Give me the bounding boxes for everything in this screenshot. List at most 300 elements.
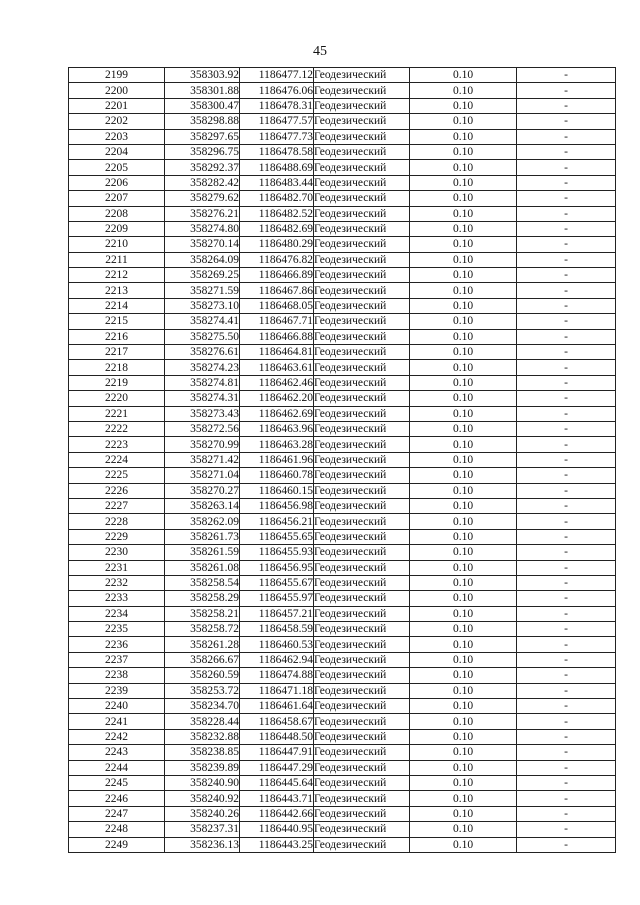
table-row [69, 160, 616, 175]
method-cell: Геодезический [314, 144, 410, 159]
method-cell: Геодезический [314, 160, 410, 175]
table-row [69, 252, 616, 267]
table-row [69, 545, 616, 560]
y-coordinate-cell: 1186462.20 [240, 391, 314, 406]
method-cell: Геодезический [314, 806, 410, 821]
point-number-cell: 2234 [69, 606, 165, 621]
note-cell: - [517, 806, 616, 821]
x-coordinate-cell: 358270.99 [165, 437, 240, 452]
method-cell: Геодезический [314, 822, 410, 837]
y-coordinate-cell: 1186448.50 [240, 729, 314, 744]
y-coordinate-cell: 1186468.05 [240, 298, 314, 313]
note-cell: - [517, 468, 616, 483]
note-cell: - [517, 283, 616, 298]
table-row [69, 837, 616, 852]
note-cell: - [517, 160, 616, 175]
point-number-cell: 2206 [69, 175, 165, 190]
point-number-cell: 2209 [69, 221, 165, 236]
y-coordinate-cell: 1186482.69 [240, 221, 314, 236]
y-coordinate-cell: 1186462.69 [240, 406, 314, 421]
table-row [69, 68, 616, 83]
table-row [69, 421, 616, 436]
method-cell: Геодезический [314, 668, 410, 683]
method-cell: Геодезический [314, 514, 410, 529]
method-cell: Геодезический [314, 760, 410, 775]
accuracy-cell: 0.10 [410, 391, 517, 406]
accuracy-cell: 0.10 [410, 144, 517, 159]
method-cell: Геодезический [314, 606, 410, 621]
x-coordinate-cell: 358262.09 [165, 514, 240, 529]
y-coordinate-cell: 1186456.21 [240, 514, 314, 529]
note-cell: - [517, 652, 616, 667]
table-row [69, 221, 616, 236]
point-number-cell: 2225 [69, 468, 165, 483]
x-coordinate-cell: 358271.04 [165, 468, 240, 483]
note-cell: - [517, 575, 616, 590]
point-number-cell: 2236 [69, 637, 165, 652]
y-coordinate-cell: 1186463.96 [240, 421, 314, 436]
x-coordinate-cell: 358279.62 [165, 191, 240, 206]
point-number-cell: 2242 [69, 729, 165, 744]
accuracy-cell: 0.10 [410, 252, 517, 267]
x-coordinate-cell: 358266.67 [165, 652, 240, 667]
point-number-cell: 2220 [69, 391, 165, 406]
note-cell: - [517, 360, 616, 375]
table-row [69, 268, 616, 283]
method-cell: Геодезический [314, 114, 410, 129]
x-coordinate-cell: 358258.29 [165, 591, 240, 606]
method-cell: Геодезический [314, 252, 410, 267]
table-row [69, 406, 616, 421]
y-coordinate-cell: 1186447.91 [240, 745, 314, 760]
x-coordinate-cell: 358276.21 [165, 206, 240, 221]
method-cell: Геодезический [314, 298, 410, 313]
method-cell: Геодезический [314, 452, 410, 467]
y-coordinate-cell: 1186458.59 [240, 622, 314, 637]
x-coordinate-cell: 358264.09 [165, 252, 240, 267]
y-coordinate-cell: 1186460.53 [240, 637, 314, 652]
accuracy-cell: 0.10 [410, 329, 517, 344]
method-cell: Геодезический [314, 314, 410, 329]
x-coordinate-cell: 358269.25 [165, 268, 240, 283]
note-cell: - [517, 437, 616, 452]
x-coordinate-cell: 358298.88 [165, 114, 240, 129]
note-cell: - [517, 668, 616, 683]
y-coordinate-cell: 1186460.15 [240, 483, 314, 498]
table-row [69, 668, 616, 683]
accuracy-cell: 0.10 [410, 268, 517, 283]
x-coordinate-cell: 358253.72 [165, 683, 240, 698]
y-coordinate-cell: 1186440.95 [240, 822, 314, 837]
table-row [69, 591, 616, 606]
note-cell: - [517, 591, 616, 606]
method-cell: Геодезический [314, 714, 410, 729]
x-coordinate-cell: 358270.14 [165, 237, 240, 252]
note-cell: - [517, 191, 616, 206]
y-coordinate-cell: 1186471.18 [240, 683, 314, 698]
point-number-cell: 2235 [69, 622, 165, 637]
x-coordinate-cell: 358240.26 [165, 806, 240, 821]
x-coordinate-cell: 358271.59 [165, 283, 240, 298]
note-cell: - [517, 206, 616, 221]
x-coordinate-cell: 358273.43 [165, 406, 240, 421]
accuracy-cell: 0.10 [410, 68, 517, 83]
point-number-cell: 2201 [69, 98, 165, 113]
accuracy-cell: 0.10 [410, 375, 517, 390]
accuracy-cell: 0.10 [410, 468, 517, 483]
accuracy-cell: 0.10 [410, 775, 517, 790]
point-number-cell: 2200 [69, 83, 165, 98]
point-number-cell: 2210 [69, 237, 165, 252]
accuracy-cell: 0.10 [410, 98, 517, 113]
note-cell: - [517, 68, 616, 83]
table-row [69, 575, 616, 590]
note-cell: - [517, 406, 616, 421]
note-cell: - [517, 252, 616, 267]
point-number-cell: 2214 [69, 298, 165, 313]
accuracy-cell: 0.10 [410, 345, 517, 360]
y-coordinate-cell: 1186488.69 [240, 160, 314, 175]
table-row [69, 191, 616, 206]
y-coordinate-cell: 1186463.61 [240, 360, 314, 375]
note-cell: - [517, 268, 616, 283]
y-coordinate-cell: 1186466.88 [240, 329, 314, 344]
x-coordinate-cell: 358297.65 [165, 129, 240, 144]
point-number-cell: 2231 [69, 560, 165, 575]
y-coordinate-cell: 1186456.98 [240, 498, 314, 513]
accuracy-cell: 0.10 [410, 221, 517, 236]
table-row [69, 760, 616, 775]
x-coordinate-cell: 358274.41 [165, 314, 240, 329]
point-number-cell: 2219 [69, 375, 165, 390]
note-cell: - [517, 129, 616, 144]
point-number-cell: 2217 [69, 345, 165, 360]
method-cell: Геодезический [314, 545, 410, 560]
table-row [69, 637, 616, 652]
point-number-cell: 2245 [69, 775, 165, 790]
accuracy-cell: 0.10 [410, 206, 517, 221]
page-number: 45 [313, 44, 327, 59]
accuracy-cell: 0.10 [410, 683, 517, 698]
method-cell: Геодезический [314, 360, 410, 375]
method-cell: Геодезический [314, 683, 410, 698]
point-number-cell: 2230 [69, 545, 165, 560]
y-coordinate-cell: 1186478.58 [240, 144, 314, 159]
accuracy-cell: 0.10 [410, 175, 517, 190]
table-row [69, 560, 616, 575]
table-row [69, 298, 616, 313]
x-coordinate-cell: 358236.13 [165, 837, 240, 852]
point-number-cell: 2223 [69, 437, 165, 452]
x-coordinate-cell: 358274.31 [165, 391, 240, 406]
y-coordinate-cell: 1186482.52 [240, 206, 314, 221]
y-coordinate-cell: 1186461.64 [240, 699, 314, 714]
note-cell: - [517, 483, 616, 498]
method-cell: Геодезический [314, 175, 410, 190]
table-row [69, 345, 616, 360]
y-coordinate-cell: 1186483.44 [240, 175, 314, 190]
accuracy-cell: 0.10 [410, 806, 517, 821]
x-coordinate-cell: 358261.08 [165, 560, 240, 575]
table-row [69, 699, 616, 714]
table-row [69, 775, 616, 790]
note-cell: - [517, 529, 616, 544]
table-row [69, 175, 616, 190]
x-coordinate-cell: 358240.92 [165, 791, 240, 806]
method-cell: Геодезический [314, 591, 410, 606]
method-cell: Геодезический [314, 206, 410, 221]
point-number-cell: 2212 [69, 268, 165, 283]
table-row [69, 452, 616, 467]
x-coordinate-cell: 358276.61 [165, 345, 240, 360]
point-number-cell: 2216 [69, 329, 165, 344]
method-cell: Геодезический [314, 775, 410, 790]
y-coordinate-cell: 1186474.88 [240, 668, 314, 683]
table-row [69, 806, 616, 821]
point-number-cell: 2239 [69, 683, 165, 698]
y-coordinate-cell: 1186477.57 [240, 114, 314, 129]
point-number-cell: 2229 [69, 529, 165, 544]
x-coordinate-cell: 358258.21 [165, 606, 240, 621]
note-cell: - [517, 237, 616, 252]
y-coordinate-cell: 1186443.25 [240, 837, 314, 852]
point-number-cell: 2203 [69, 129, 165, 144]
y-coordinate-cell: 1186463.28 [240, 437, 314, 452]
method-cell: Геодезический [314, 221, 410, 236]
coordinates-table [68, 67, 616, 853]
note-cell: - [517, 298, 616, 313]
method-cell: Геодезический [314, 83, 410, 98]
accuracy-cell: 0.10 [410, 160, 517, 175]
x-coordinate-cell: 358274.80 [165, 221, 240, 236]
table-row [69, 114, 616, 129]
accuracy-cell: 0.10 [410, 83, 517, 98]
accuracy-cell: 0.10 [410, 652, 517, 667]
table-row [69, 437, 616, 452]
table-row [69, 314, 616, 329]
point-number-cell: 2243 [69, 745, 165, 760]
accuracy-cell: 0.10 [410, 514, 517, 529]
x-coordinate-cell: 358263.14 [165, 498, 240, 513]
note-cell: - [517, 345, 616, 360]
accuracy-cell: 0.10 [410, 668, 517, 683]
note-cell: - [517, 83, 616, 98]
accuracy-cell: 0.10 [410, 591, 517, 606]
method-cell: Геодезический [314, 329, 410, 344]
point-number-cell: 2205 [69, 160, 165, 175]
accuracy-cell: 0.10 [410, 606, 517, 621]
point-number-cell: 2202 [69, 114, 165, 129]
accuracy-cell: 0.10 [410, 283, 517, 298]
note-cell: - [517, 637, 616, 652]
y-coordinate-cell: 1186445.64 [240, 775, 314, 790]
table-row [69, 745, 616, 760]
note-cell: - [517, 514, 616, 529]
y-coordinate-cell: 1186457.21 [240, 606, 314, 621]
method-cell: Геодезический [314, 699, 410, 714]
x-coordinate-cell: 358270.27 [165, 483, 240, 498]
x-coordinate-cell: 358292.37 [165, 160, 240, 175]
note-cell: - [517, 114, 616, 129]
y-coordinate-cell: 1186455.97 [240, 591, 314, 606]
table-row [69, 529, 616, 544]
table-row [69, 791, 616, 806]
note-cell: - [517, 729, 616, 744]
method-cell: Геодезический [314, 529, 410, 544]
table-row [69, 283, 616, 298]
accuracy-cell: 0.10 [410, 314, 517, 329]
x-coordinate-cell: 358258.72 [165, 622, 240, 637]
note-cell: - [517, 699, 616, 714]
accuracy-cell: 0.10 [410, 791, 517, 806]
x-coordinate-cell: 358261.59 [165, 545, 240, 560]
table-row [69, 483, 616, 498]
table-row [69, 683, 616, 698]
table-row [69, 652, 616, 667]
accuracy-cell: 0.10 [410, 498, 517, 513]
method-cell: Геодезический [314, 421, 410, 436]
note-cell: - [517, 98, 616, 113]
note-cell: - [517, 421, 616, 436]
y-coordinate-cell: 1186461.96 [240, 452, 314, 467]
method-cell: Геодезический [314, 437, 410, 452]
note-cell: - [517, 560, 616, 575]
note-cell: - [517, 498, 616, 513]
point-number-cell: 2240 [69, 699, 165, 714]
x-coordinate-cell: 358232.88 [165, 729, 240, 744]
table-row [69, 206, 616, 221]
y-coordinate-cell: 1186455.65 [240, 529, 314, 544]
point-number-cell: 2213 [69, 283, 165, 298]
method-cell: Геодезический [314, 791, 410, 806]
note-cell: - [517, 714, 616, 729]
accuracy-cell: 0.10 [410, 837, 517, 852]
y-coordinate-cell: 1186464.81 [240, 345, 314, 360]
x-coordinate-cell: 358240.90 [165, 775, 240, 790]
method-cell: Геодезический [314, 745, 410, 760]
table-row [69, 83, 616, 98]
y-coordinate-cell: 1186458.67 [240, 714, 314, 729]
accuracy-cell: 0.10 [410, 114, 517, 129]
point-number-cell: 2227 [69, 498, 165, 513]
y-coordinate-cell: 1186476.82 [240, 252, 314, 267]
x-coordinate-cell: 358237.31 [165, 822, 240, 837]
method-cell: Геодезический [314, 560, 410, 575]
x-coordinate-cell: 358271.42 [165, 452, 240, 467]
note-cell: - [517, 791, 616, 806]
point-number-cell: 2221 [69, 406, 165, 421]
x-coordinate-cell: 358300.47 [165, 98, 240, 113]
table-row [69, 514, 616, 529]
table-row [69, 468, 616, 483]
accuracy-cell: 0.10 [410, 729, 517, 744]
method-cell: Геодезический [314, 375, 410, 390]
point-number-cell: 2204 [69, 144, 165, 159]
point-number-cell: 2248 [69, 822, 165, 837]
accuracy-cell: 0.10 [410, 745, 517, 760]
point-number-cell: 2244 [69, 760, 165, 775]
accuracy-cell: 0.10 [410, 622, 517, 637]
method-cell: Геодезический [314, 652, 410, 667]
x-coordinate-cell: 358301.88 [165, 83, 240, 98]
x-coordinate-cell: 358303.92 [165, 68, 240, 83]
note-cell: - [517, 545, 616, 560]
table-row [69, 98, 616, 113]
accuracy-cell: 0.10 [410, 637, 517, 652]
x-coordinate-cell: 358274.23 [165, 360, 240, 375]
point-number-cell: 2237 [69, 652, 165, 667]
table-row [69, 714, 616, 729]
note-cell: - [517, 391, 616, 406]
point-number-cell: 2226 [69, 483, 165, 498]
y-coordinate-cell: 1186478.31 [240, 98, 314, 113]
y-coordinate-cell: 1186467.71 [240, 314, 314, 329]
point-number-cell: 2218 [69, 360, 165, 375]
accuracy-cell: 0.10 [410, 575, 517, 590]
y-coordinate-cell: 1186443.71 [240, 791, 314, 806]
point-number-cell: 2249 [69, 837, 165, 852]
table-row [69, 129, 616, 144]
point-number-cell: 2228 [69, 514, 165, 529]
point-number-cell: 2232 [69, 575, 165, 590]
accuracy-cell: 0.10 [410, 421, 517, 436]
x-coordinate-cell: 358296.75 [165, 144, 240, 159]
method-cell: Геодезический [314, 283, 410, 298]
note-cell: - [517, 375, 616, 390]
method-cell: Геодезический [314, 837, 410, 852]
table-row [69, 329, 616, 344]
accuracy-cell: 0.10 [410, 529, 517, 544]
method-cell: Геодезический [314, 468, 410, 483]
table-row [69, 606, 616, 621]
y-coordinate-cell: 1186462.46 [240, 375, 314, 390]
point-number-cell: 2246 [69, 791, 165, 806]
point-number-cell: 2211 [69, 252, 165, 267]
note-cell: - [517, 606, 616, 621]
method-cell: Геодезический [314, 391, 410, 406]
accuracy-cell: 0.10 [410, 406, 517, 421]
point-number-cell: 2207 [69, 191, 165, 206]
x-coordinate-cell: 358238.85 [165, 745, 240, 760]
accuracy-cell: 0.10 [410, 545, 517, 560]
method-cell: Геодезический [314, 406, 410, 421]
y-coordinate-cell: 1186447.29 [240, 760, 314, 775]
y-coordinate-cell: 1186455.67 [240, 575, 314, 590]
y-coordinate-cell: 1186455.93 [240, 545, 314, 560]
accuracy-cell: 0.10 [410, 699, 517, 714]
x-coordinate-cell: 358260.59 [165, 668, 240, 683]
accuracy-cell: 0.10 [410, 191, 517, 206]
table-row [69, 237, 616, 252]
method-cell: Геодезический [314, 191, 410, 206]
x-coordinate-cell: 358274.81 [165, 375, 240, 390]
note-cell: - [517, 144, 616, 159]
accuracy-cell: 0.10 [410, 760, 517, 775]
accuracy-cell: 0.10 [410, 714, 517, 729]
y-coordinate-cell: 1186456.95 [240, 560, 314, 575]
note-cell: - [517, 745, 616, 760]
accuracy-cell: 0.10 [410, 437, 517, 452]
y-coordinate-cell: 1186462.94 [240, 652, 314, 667]
y-coordinate-cell: 1186480.29 [240, 237, 314, 252]
coordinates-table-body [69, 68, 616, 853]
table-row [69, 144, 616, 159]
note-cell: - [517, 329, 616, 344]
x-coordinate-cell: 358258.54 [165, 575, 240, 590]
note-cell: - [517, 221, 616, 236]
accuracy-cell: 0.10 [410, 822, 517, 837]
note-cell: - [517, 683, 616, 698]
